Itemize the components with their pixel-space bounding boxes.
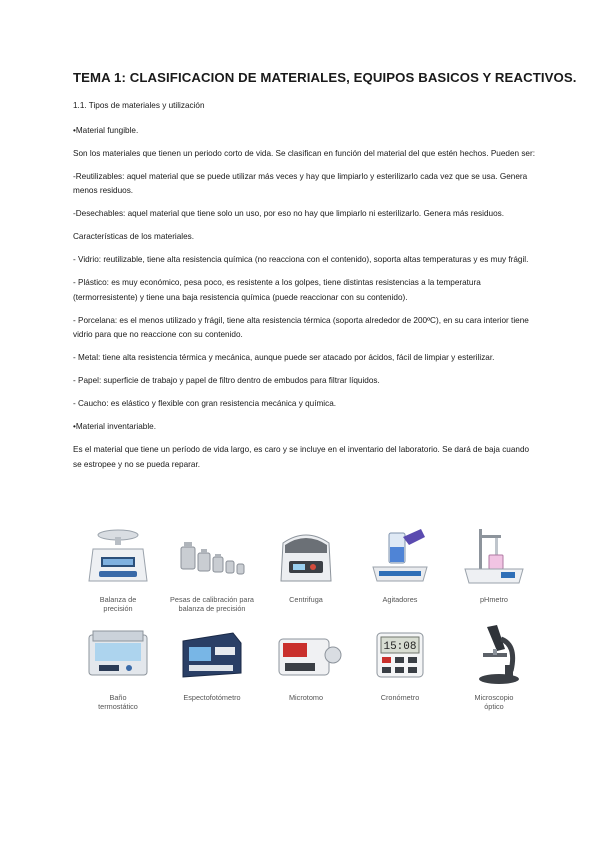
- paragraph: - Porcelana: es el menos utilizado y frágil, tiene alta resistencia térmica (soporta alrededor de 200ºC), en su cara interior tiene vidrio para que no reaccione con su contenido.: [73, 315, 529, 339]
- ph-meter-icon: [457, 523, 531, 591]
- equipment-label: Microtomo: [288, 693, 324, 702]
- equipment-item: [168, 523, 256, 613]
- section-heading: 1.1. Tipos de materiales y utilización: [73, 101, 205, 110]
- microscope-icon: [457, 621, 531, 689]
- page-title: TEMA 1: CLASIFICACION DE MATERIALES, EQUIPOS BASICOS Y REACTIVOS.: [73, 70, 577, 85]
- equipment-label: Agitadores: [382, 595, 418, 604]
- microtome-icon: [269, 621, 343, 689]
- equipment-item: [74, 523, 162, 613]
- paragraph: •Material inventariable.: [73, 422, 156, 431]
- equipment-label: Cronómetro: [380, 693, 420, 702]
- equipment-label: Balanza de precisión: [99, 595, 137, 613]
- paragraph: Es el material que tiene un período de vida largo, es caro y se incluye en el inventario del laboratorio. Se dará de baja cuando se estropee y no se pueda reparar.: [73, 445, 530, 469]
- equipment-label: pHmetro: [480, 595, 508, 604]
- document-body: [73, 70, 577, 481]
- spectrophotometer-icon: [175, 621, 249, 689]
- equipment-item: [262, 621, 350, 711]
- paragraph: - Metal: tiene alta resistencia térmica y mecánica, aunque puede ser atacado por ácidos, fácil de limpiar y esterilizar.: [73, 353, 495, 362]
- equipment-label: Pesas de calibración para balanza de precisión: [170, 595, 254, 613]
- equipment-item: [262, 523, 350, 613]
- timer-icon: [363, 621, 437, 689]
- paragraph: - Papel: superficie de trabajo y papel de filtro dentro de embudos para filtrar líquidos.: [73, 376, 380, 385]
- equipment-grid: [74, 523, 538, 711]
- paragraph: - Vidrio: reutilizable, tiene alta resistencia química (no reacciona con el contenido), soporta altas temperaturas y es muy frágil.: [73, 255, 529, 264]
- paragraph: -Desechables: aquel material que tiene solo un uso, por eso no hay que limpiarlo ni esterilizarlo. Genera más residuos.: [73, 209, 504, 218]
- balance-icon: [81, 523, 155, 591]
- equipment-label: Centrifuga: [289, 595, 323, 604]
- equipment-label: Baño termostático: [98, 693, 138, 711]
- equipment-item: [74, 621, 162, 711]
- weights-icon: [175, 523, 249, 591]
- paragraph: - Caucho: es elástico y flexible con gran resistencia mecánica y química.: [73, 399, 337, 408]
- centrifuge-icon: [269, 523, 343, 591]
- paragraph: Son los materiales que tienen un periodo corto de vida. Se clasifican en función del material del que estén hechos. Pueden ser:: [73, 148, 535, 158]
- equipment-item: [450, 621, 538, 711]
- timer-readout: 15:08: [383, 641, 417, 653]
- paragraph: Características de los materiales.: [73, 232, 195, 241]
- equipment-item: [450, 523, 538, 613]
- paragraph: -Reutilizables: aquel material que se puede utilizar más veces y hay que limpiarlo y esterilizarlo cada vez que se usa. Genera menos residuos.: [73, 171, 528, 195]
- water-bath-icon: [81, 621, 155, 689]
- equipment-item: [168, 621, 256, 711]
- equipment-label: Microscopio óptico: [474, 693, 514, 711]
- paragraph: - Plástico: es muy económico, pesa poco, es resistente a los golpes, tiene distintas resistencias a la temperatura (termorresistente) y tiene una baja resistencia química (puede reaccionar con su contenido).: [73, 278, 481, 302]
- stirrer-icon: [363, 523, 437, 591]
- equipment-item: [356, 523, 444, 613]
- paragraph: •Material fungible.: [73, 125, 139, 135]
- equipment-label: Espectofotómetro: [183, 693, 241, 702]
- equipment-item: [356, 621, 444, 711]
